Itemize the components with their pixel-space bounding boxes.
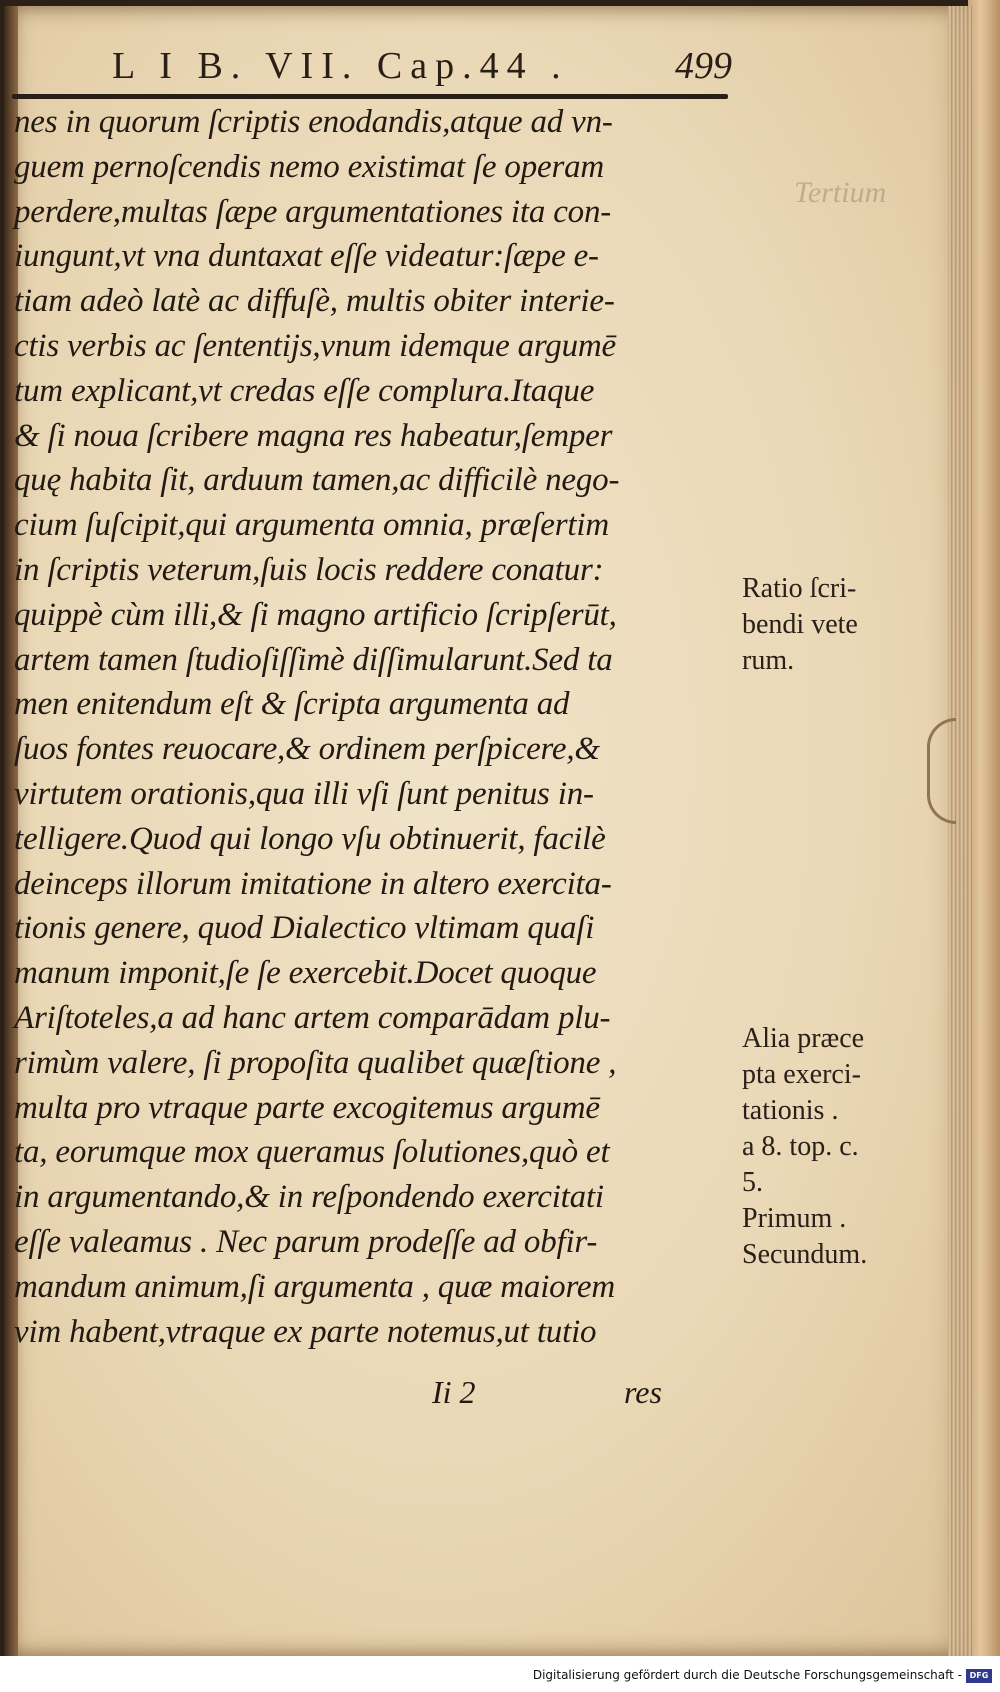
text-line: virtutem orationis,qua illi vſi ſunt penitus in- — [14, 775, 594, 812]
text-line: deinceps illorum imitatione in altero exercita- — [14, 865, 612, 902]
margin-note-line: Ratio ſcri- — [742, 573, 857, 604]
text-line: manum imponit,ſe ſe exercebit.Docet quoque — [14, 955, 597, 992]
text-line: tiam adeò latè ac diffuſè, multis obiter interie- — [14, 283, 615, 320]
text-line: multa pro vtraque parte excogitemus argumē — [14, 1089, 600, 1126]
margin-note-line: 5. — [742, 1167, 763, 1198]
margin-note-line: tationis . — [742, 1095, 839, 1126]
text-line: perdere,multas ſæpe argumentationes ita con- — [14, 193, 612, 230]
text-line: quę habita ſit, arduum tamen,ac difficilè nego- — [14, 462, 620, 499]
margin-note-bleedthrough: Tertium — [794, 176, 887, 209]
text-line: Ariſtoteles,a ad hanc artem comparādam plu- — [14, 999, 611, 1036]
text-line: nes in quorum ſcriptis enodandis,atque ad vn- — [14, 104, 613, 140]
margin-note-alia — [742, 1021, 962, 1273]
text-line: rimùm valere, ſi propoſita qualibet quæſtione , — [14, 1044, 617, 1081]
page-number: 499 — [675, 45, 732, 87]
text-line: in argumentando,& in reſpondendo exercitati — [14, 1179, 604, 1216]
text-line: ſuos fontes reuocare,& ordinem perſpicere,& — [14, 731, 600, 768]
text-line: guem pernoſcendis nemo existimat ſe operam — [14, 148, 605, 185]
book-page — [4, 6, 972, 1656]
margin-note-line: Alia præce — [742, 1023, 865, 1054]
text-line: ctis verbis ac ſententijs,vnum idemque argumē — [14, 327, 616, 364]
text-line: vim habent,vtraque ex parte notemus,ut tutio — [14, 1313, 597, 1350]
header-rule — [12, 94, 728, 99]
margin-note-line: a 8. top. c. — [742, 1131, 859, 1162]
text-line: & ſi noua ſcribere magna res habeatur,ſemper — [14, 417, 613, 454]
signature-mark: Ii 2 — [432, 1374, 476, 1410]
text-line: mandum animum,ſi argumenta , quæ maiorem — [14, 1268, 615, 1305]
catchword-line — [4, 1374, 724, 1420]
text-block — [14, 100, 734, 1354]
text-line: ta, eorumque mox queramus ſolutiones,quò et — [14, 1134, 610, 1171]
text-line: tum explicant,vt credas eſſe complura.Itaque — [14, 372, 595, 409]
text-line: cium ſuſcipit,qui argumenta omnia, præſertim — [14, 507, 609, 544]
text-line: iungunt,vt vna duntaxat eſſe videatur:ſæpe e- — [14, 238, 599, 275]
text-line: eſſe valeamus . Nec parum prodeſſe ad obfir- — [14, 1223, 598, 1260]
margin-note-line: bendi vete — [742, 609, 858, 640]
text-line: men enitendum eſt & ſcripta argumenta ad — [14, 686, 570, 723]
clasp-mark — [927, 718, 956, 824]
running-head: L I B. VII. Cap.44 . — [112, 45, 569, 87]
text-line: telligere.Quod qui longo vſu obtinuerit, facilè — [14, 820, 606, 857]
book-edge — [968, 0, 1000, 1692]
running-header — [112, 44, 732, 94]
footer-bar — [0, 1656, 1000, 1692]
dfg-logo: DFG — [966, 1669, 992, 1683]
margin-note-line: Primum . — [742, 1203, 847, 1234]
funding-credit: Digitalisierung gefördert durch die Deutsche Forschungsgemeinschaft - — [532, 1668, 962, 1682]
text-line: artem tamen ſtudioſiſſimè diſſimularunt.Sed ta — [14, 641, 613, 678]
margin-note-line: rum. — [742, 645, 795, 676]
page-stack-edge — [948, 6, 972, 1656]
margin-note-ratio — [742, 571, 962, 679]
catchword: res — [624, 1374, 662, 1410]
text-line: quippè cùm illi,& ſi magno artificio ſcripſerūt, — [14, 596, 617, 633]
text-line: in ſcriptis veterum,ſuis locis reddere conatur: — [14, 551, 604, 588]
margin-note-line: Secundum. — [742, 1239, 868, 1270]
text-line: tionis genere, quod Dialectico vltimam quaſi — [14, 910, 595, 947]
margin-note-line: pta exerci- — [742, 1059, 861, 1090]
